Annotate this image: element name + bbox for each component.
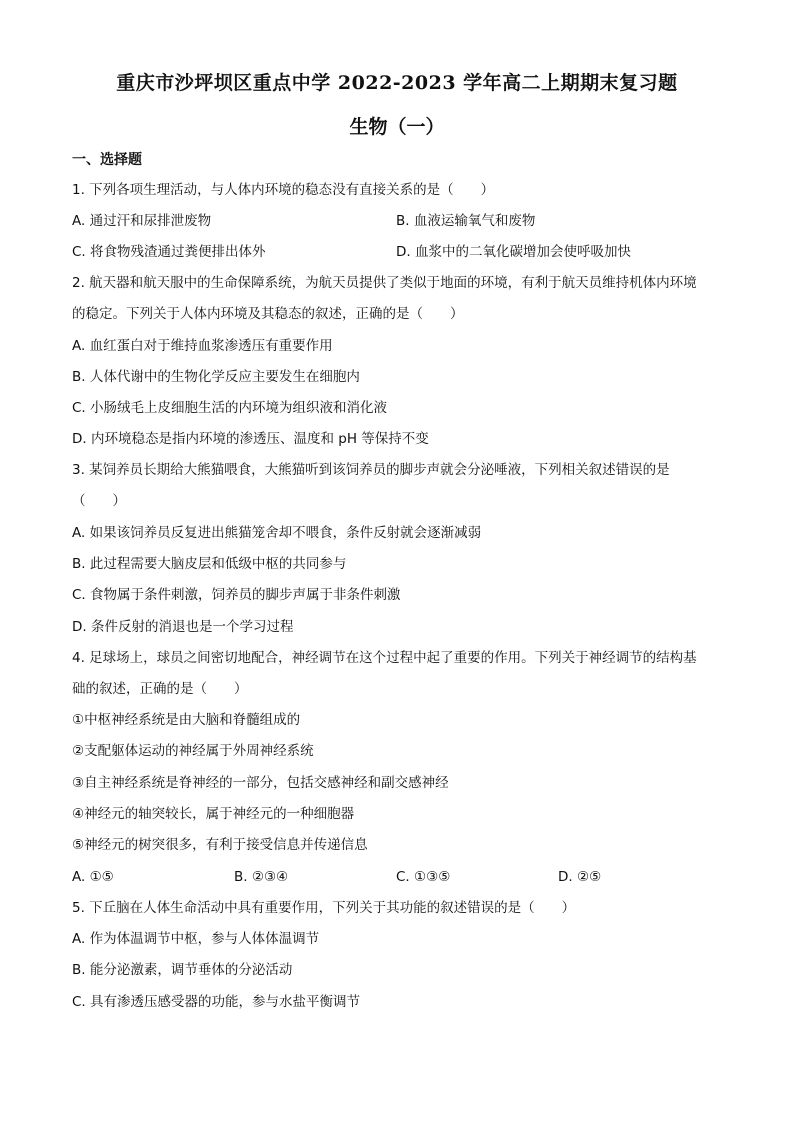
section-heading: 一、选择题 bbox=[72, 152, 142, 168]
question-4-item-4: ④神经元的轴突较长，属于神经元的一种细胞器 bbox=[72, 806, 355, 822]
question-4-item-5: ⑤神经元的树突很多，有利于接受信息并传递信息 bbox=[72, 837, 368, 853]
question-1-stem: 1. 下列各项生理活动，与人体内环境的稳态没有直接关系的是（ ） bbox=[72, 182, 495, 198]
question-4-stem-line-1: 4. 足球场上，球员之间密切地配合，神经调节在这个过程中起了重要的作用。下列关于神经调节的结构基 bbox=[72, 650, 697, 666]
question-5-option-b: B. 能分泌激素，调节垂体的分泌活动 bbox=[72, 962, 293, 978]
question-1-option-d: D. 血浆中的二氧化碳增加会使呼吸加快 bbox=[396, 244, 631, 260]
question-3-stem-line-1: 3. 某饲养员长期给大熊猫喂食，大熊猫听到该饲养员的脚步声就会分泌唾液，下列相关叙述错误的是 bbox=[72, 462, 670, 478]
question-2-option-d: D. 内环境稳态是指内环境的渗透压、温度和 pH 等保持不变 bbox=[72, 431, 429, 447]
question-3-option-c: C. 食物属于条件刺激，饲养员的脚步声属于非条件刺激 bbox=[72, 587, 401, 603]
question-4-item-1: ①中枢神经系统是由大脑和脊髓组成的 bbox=[72, 712, 301, 728]
question-4-stem-line-2: 础的叙述，正确的是（ ） bbox=[72, 681, 248, 697]
question-3-stem-line-2: （ ） bbox=[72, 493, 126, 509]
question-3-option-a: A. 如果该饲养员反复进出熊猫笼舍却不喂食，条件反射就会逐渐减弱 bbox=[72, 525, 482, 541]
question-4-item-3: ③自主神经系统是脊神经的一部分，包括交感神经和副交感神经 bbox=[72, 775, 449, 791]
question-1-option-c: C. 将食物残渣通过粪便排出体外 bbox=[72, 244, 266, 260]
question-5-option-a: A. 作为体温调节中枢，参与人体体温调节 bbox=[72, 931, 320, 947]
question-2-option-a: A. 血红蛋白对于维持血浆渗透压有重要作用 bbox=[72, 338, 333, 354]
question-4-option-a: A. ①⑤ bbox=[72, 869, 114, 885]
question-4-option-b: B. ②③④ bbox=[234, 869, 289, 885]
question-3-option-d: D. 条件反射的消退也是一个学习过程 bbox=[72, 619, 294, 635]
question-2-option-b: B. 人体代谢中的生物化学反应主要发生在细胞内 bbox=[72, 369, 360, 385]
question-1-option-a: A. 通过汗和尿排泄废物 bbox=[72, 213, 212, 229]
page-subtitle: 生物（一） bbox=[349, 116, 445, 138]
question-5-stem: 5. 下丘脑在人体生命活动中具有重要作用，下列关于其功能的叙述错误的是（ ） bbox=[72, 900, 576, 916]
question-2-option-c: C. 小肠绒毛上皮细胞生活的内环境为组织液和消化液 bbox=[72, 400, 388, 416]
question-2-stem-line-1: 2. 航天器和航天服中的生命保障系统，为航天员提供了类似于地面的环境，有利于航天员维持机体内环境 bbox=[72, 275, 697, 291]
question-3-option-b: B. 此过程需要大脑皮层和低级中枢的共同参与 bbox=[72, 556, 347, 572]
question-4-option-d: D. ②⑤ bbox=[558, 869, 602, 885]
question-2-stem-line-2: 的稳定。下列关于人体内环境及其稳态的叙述，正确的是（ ） bbox=[72, 306, 464, 322]
question-4-item-2: ②支配躯体运动的神经属于外周神经系统 bbox=[72, 743, 314, 759]
page-title: 重庆市沙坪坝区重点中学 2022-2023 学年高二上期期末复习题 bbox=[116, 72, 678, 94]
question-4-option-c: C. ①③⑤ bbox=[396, 869, 451, 885]
question-1-option-b: B. 血液运输氧气和废物 bbox=[396, 213, 536, 229]
question-5-option-c: C. 具有渗透压感受器的功能，参与水盐平衡调节 bbox=[72, 994, 361, 1010]
